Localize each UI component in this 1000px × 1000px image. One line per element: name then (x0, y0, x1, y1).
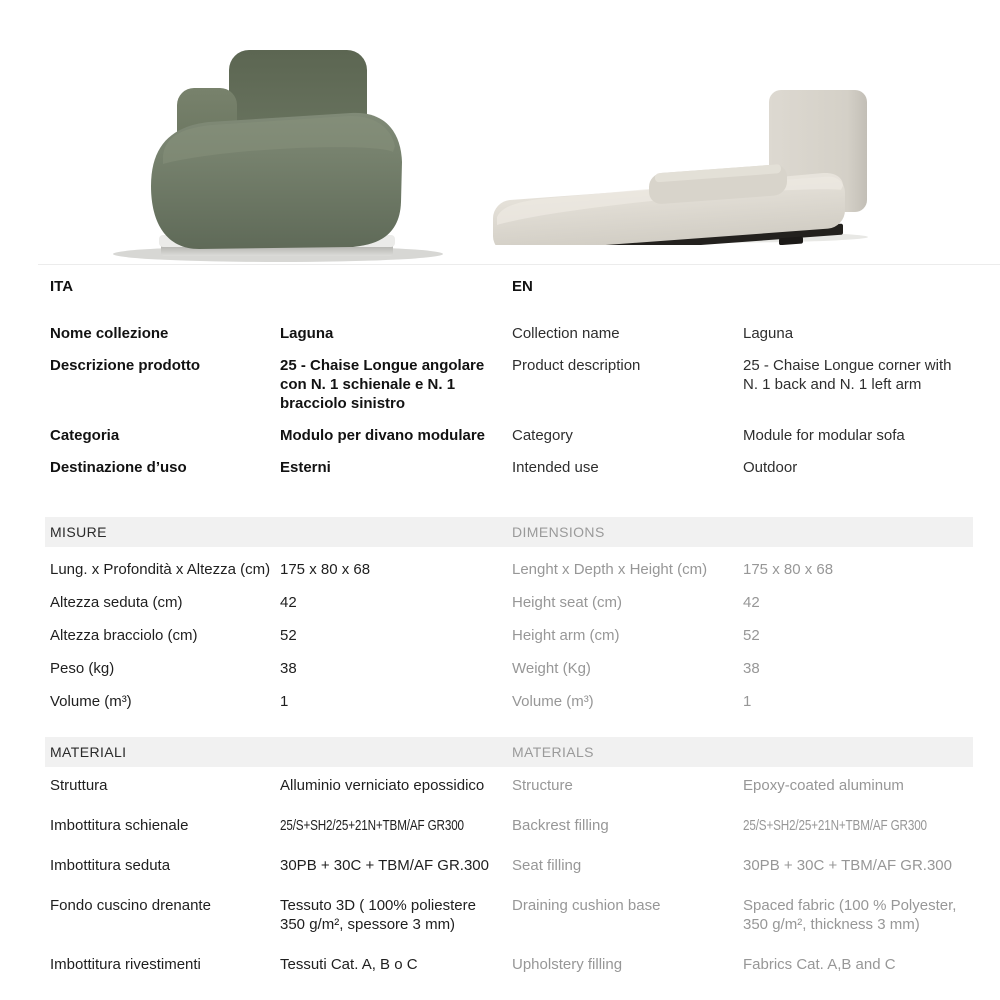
spec-sheet (50, 264, 970, 995)
ita-column-header: ITA (50, 278, 74, 295)
ita-value: 25 - Chaise Longue angolare con N. 1 schienale e N. 1 bracciolo sinistro (280, 357, 485, 412)
spec-value-en: Fabrics Cat. A,B and C (743, 956, 896, 973)
spec-label-ita: Struttura (50, 777, 108, 794)
spec-row-dimensions-lwh (50, 560, 970, 579)
dimensions-section-header (45, 517, 973, 547)
ita-value: Laguna (280, 325, 334, 342)
info-row-description (50, 356, 970, 413)
spec-row-seat-height (50, 593, 970, 612)
spec-label-en: Upholstery filling (512, 956, 623, 973)
spec-row-draining-cushion-base (50, 896, 970, 934)
spec-value-ita: 38 (280, 660, 297, 677)
info-row-intended-use (50, 458, 970, 477)
spec-value-en: 175 x 80 x 68 (743, 561, 834, 578)
en-label: Category (512, 427, 573, 444)
spec-value-en: Epoxy-coated aluminum (743, 777, 904, 794)
spec-value-ita: 175 x 80 x 68 (280, 561, 371, 578)
section-title-ita: MATERIALI (50, 743, 127, 760)
spec-value-en: 42 (743, 594, 760, 611)
spec-label-ita: Peso (kg) (50, 660, 115, 677)
spec-row-weight (50, 659, 970, 678)
spec-label-en: Structure (512, 777, 573, 794)
spec-label-ita: Altezza bracciolo (cm) (50, 627, 198, 644)
spec-value-ita: 25/S+SH2/25+21N+TBM/AF GR300 (280, 817, 464, 834)
info-row-collection (50, 324, 970, 343)
spec-row-arm-height (50, 626, 970, 645)
spec-label-ita: Fondo cuscino drenante (50, 897, 211, 914)
spec-label-en: Height seat (cm) (512, 594, 623, 611)
spec-row-volume (50, 692, 970, 711)
spec-value-en: 52 (743, 627, 760, 644)
info-row-category (50, 426, 970, 445)
en-column-header: EN (512, 278, 533, 295)
spec-label-ita: Imbottitura schienale (50, 817, 189, 834)
en-label: Intended use (512, 459, 599, 476)
spec-label-en: Draining cushion base (512, 897, 661, 914)
en-value: Outdoor (743, 459, 798, 476)
spec-value-ita: 52 (280, 627, 297, 644)
ita-value: Modulo per divano modulare (280, 427, 486, 444)
en-value: 25 - Chaise Longue corner with N. 1 back and N. 1 left arm (743, 357, 952, 393)
spec-label-ita: Imbottitura seduta (50, 857, 171, 874)
spec-label-en: Weight (Kg) (512, 660, 591, 677)
green-chaise-image (103, 16, 448, 262)
spec-row-backrest-filling (50, 816, 970, 835)
spec-label-ita: Volume (m³) (50, 693, 132, 710)
spec-label-en: Volume (m³) (512, 693, 594, 710)
ita-label: Destinazione d’uso (50, 459, 187, 476)
section-title-en: DIMENSIONS (512, 523, 605, 540)
spec-value-en: 30PB + 30C + TBM/AF GR.300 (743, 857, 952, 874)
spec-value-ita: 42 (280, 594, 297, 611)
spec-row-upholstery-filling (50, 955, 970, 974)
beige-chaise-image (483, 80, 888, 245)
ita-value: Esterni (280, 459, 331, 476)
spec-value-en: 25/S+SH2/25+21N+TBM/AF GR300 (743, 817, 927, 834)
spec-value-en: Spaced fabric (100 % Polyester, 350 g/m², thickness 3 mm) (743, 897, 957, 933)
spec-row-structure (50, 776, 970, 795)
spec-value-ita: Tessuto 3D ( 100% poliestere 350 g/m², spessore 3 mm) (280, 897, 476, 933)
spec-value-en: 1 (743, 693, 752, 710)
spec-label-en: Lenght x Depth x Height (cm) (512, 561, 708, 578)
spec-label-ita: Altezza seduta (cm) (50, 594, 183, 611)
spec-value-ita: 1 (280, 693, 289, 710)
dimensions-rows (50, 547, 970, 711)
ita-label: Nome collezione (50, 325, 169, 342)
en-value: Laguna (743, 325, 794, 342)
spec-label-ita: Lung. x Profondità x Altezza (cm) (50, 561, 271, 578)
ita-label: Descrizione prodotto (50, 357, 201, 374)
spec-label-en: Height arm (cm) (512, 627, 620, 644)
product-info-rows (50, 324, 970, 477)
en-value: Module for modular sofa (743, 427, 905, 444)
en-label: Collection name (512, 325, 620, 342)
section-title-en: MATERIALS (512, 743, 594, 760)
spec-value-ita: 30PB + 30C + TBM/AF GR.300 (280, 857, 489, 874)
product-images-area (0, 0, 1000, 264)
section-title-ita: MISURE (50, 523, 107, 540)
ita-label: Categoria (50, 427, 120, 444)
spec-label-ita: Imbottitura rivestimenti (50, 956, 201, 973)
spec-value-ita: Alluminio verniciato epossidico (280, 777, 485, 794)
spec-label-en: Seat filling (512, 857, 582, 874)
materials-section-header (45, 737, 973, 767)
en-label: Product description (512, 357, 641, 374)
language-header-row (50, 264, 970, 296)
spec-value-en: 38 (743, 660, 760, 677)
spec-label-en: Backrest filling (512, 817, 609, 834)
spec-value-ita: Tessuti Cat. A, B o C (280, 956, 418, 973)
materials-rows (50, 767, 970, 974)
spec-row-seat-filling (50, 856, 970, 875)
